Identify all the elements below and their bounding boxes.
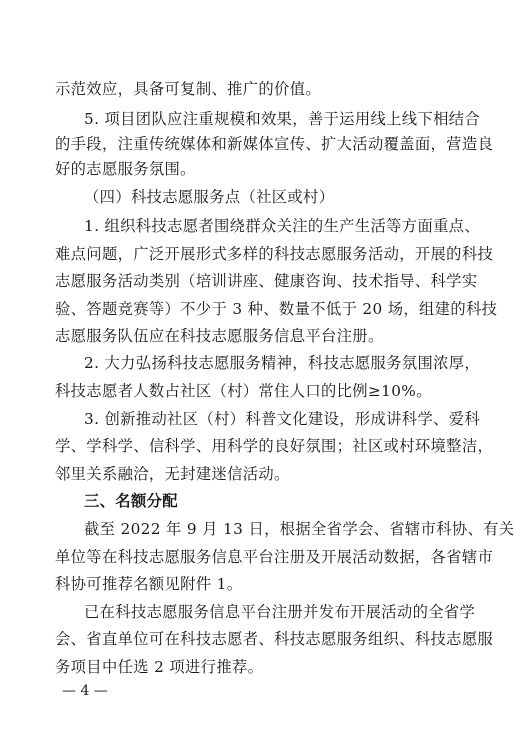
- paragraph-first-line: 5. 项目团队应注重规模和效果，善于运用线上线下相结合: [84, 110, 481, 128]
- paragraph-first-line: 已在科技志愿服务信息平台注册并发布开展活动的全省学: [84, 603, 476, 621]
- section-heading: 三、名额分配: [84, 492, 178, 510]
- body-line: 志愿服务活动类别（培训讲座、健康咨询、技术指导、科学实: [55, 272, 478, 290]
- body-line: 单位等在科技志愿服务信息平台注册及开展活动数据，各省辖市: [55, 548, 494, 566]
- paragraph-first-line: 截至 2022 年 9 月 13 日，根据全省学会、省辖市科协、有关: [84, 520, 515, 538]
- body-line: 会、省直单位可在科技志愿者、科技志愿服务组织、科技志愿服: [55, 630, 494, 648]
- body-line: 好的志愿服务氛围。: [55, 160, 196, 178]
- body-line: 的手段，注重传统媒体和新媒体宣传、扩大活动覆盖面，营造良: [55, 135, 494, 153]
- body-line: 示范效应，具备可复制、推广的价值。: [55, 80, 321, 98]
- body-line: 科协可推荐名额见附件 1。: [55, 575, 243, 593]
- body-line: 邻里关系融洽，无封建迷信活动。: [55, 465, 290, 483]
- paragraph-first-line: 3. 创新推动社区（村）科普文化建设，形成讲科学、爱科: [84, 410, 481, 428]
- page-number: — 4 —: [62, 683, 108, 699]
- body-line: 务项目中任选 2 项进行推荐。: [55, 658, 264, 676]
- body-line: 科技志愿者人数占社区（村）常住人口的比例≥10%。: [55, 382, 432, 400]
- body-line: 难点问题，广泛开展形式多样的科技志愿服务活动，开展的科技: [55, 245, 494, 263]
- body-line: 验、答题竞赛等）不少于 3 种、数量不低于 20 场，组建的科技: [55, 300, 498, 318]
- body-line: 学、学科学、信科学、用科学的良好氛围；社区或村环境整洁，: [55, 437, 494, 455]
- subsection-heading: （四）科技志愿服务点（社区或村）: [84, 188, 335, 206]
- body-line: 志愿服务队伍应在科技志愿服务信息平台注册。: [55, 327, 384, 345]
- paragraph-first-line: 1. 组织科技志愿者围绕群众关注的生产生活等方面重点、: [84, 217, 481, 235]
- paragraph-first-line: 2. 大力弘扬科技志愿服务精神，科技志愿服务氛围浓厚，: [84, 354, 481, 372]
